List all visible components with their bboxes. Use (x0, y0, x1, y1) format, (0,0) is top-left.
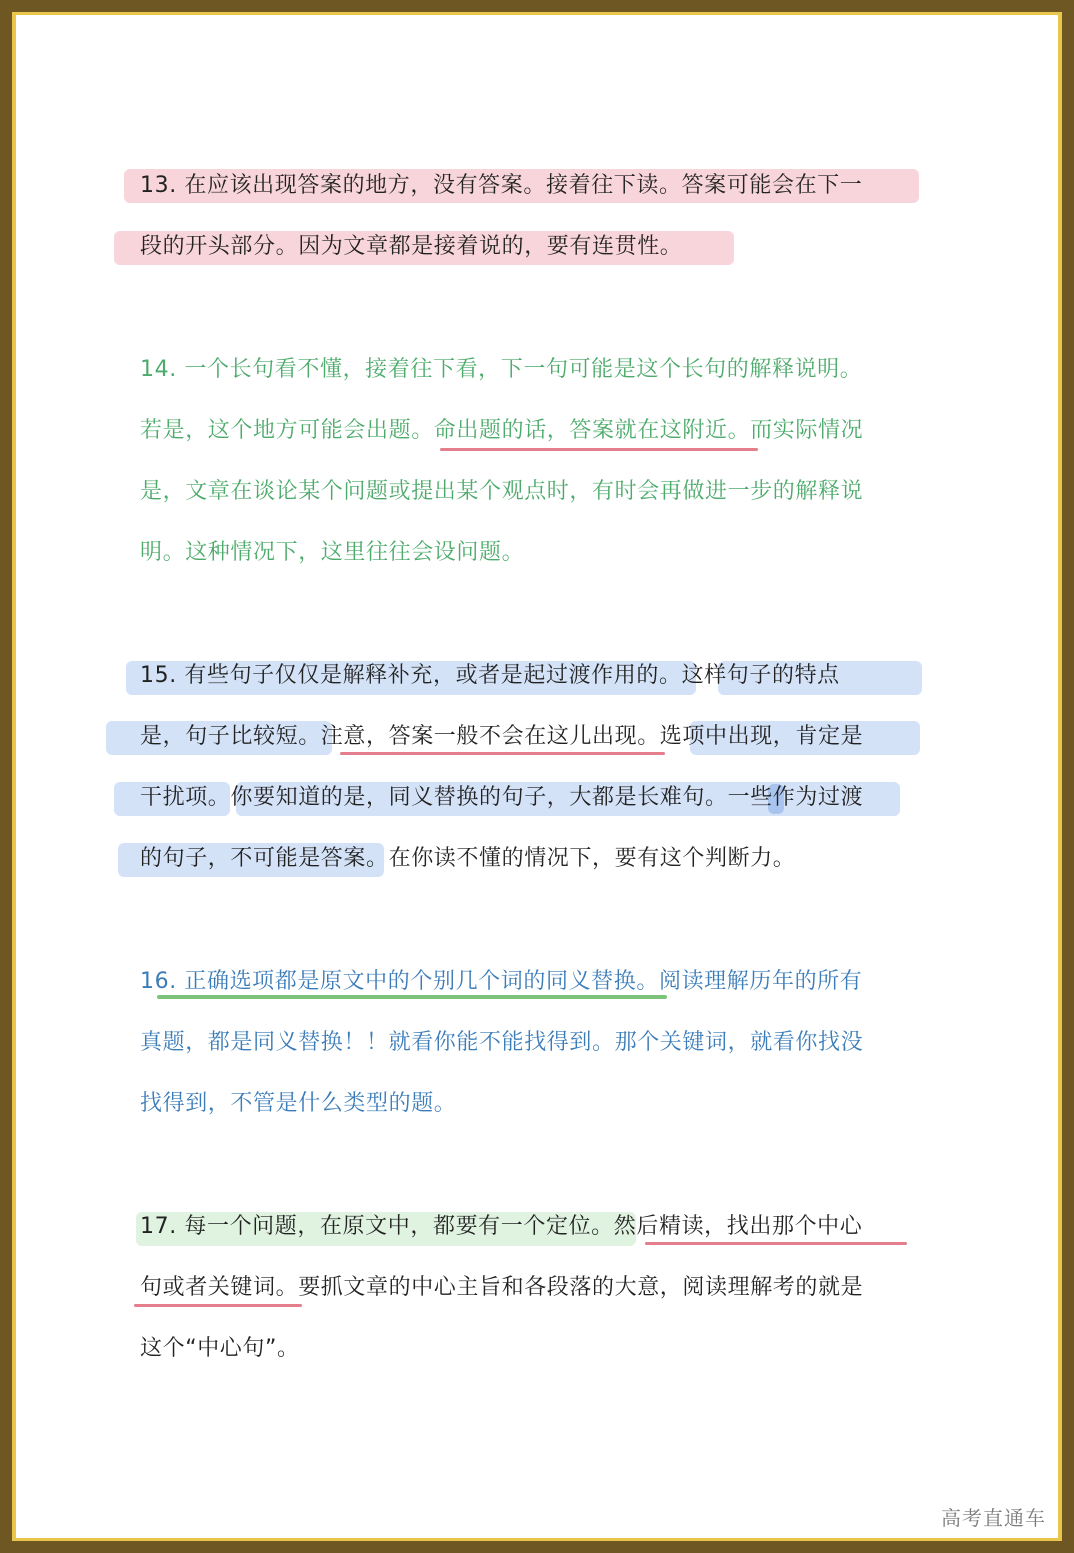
item-14-line-3: 是，文章在谈论某个问题或提出某个观点时，有时会再做进一步的解释说 (140, 479, 864, 504)
item-13-line-2: 段的开头部分。因为文章都是接着说的，要有连贯性。 (140, 234, 683, 259)
item-17-line-2: 句或者关键词。要抓文章的中心主旨和各段落的大意，阅读理解考的就是 (140, 1275, 864, 1300)
item-14-line-1: 14. 一个长句看不懂，接着往下看，下一句可能是这个长句的解释说明。 (140, 357, 863, 382)
item-15-line-2: 是，句子比较短。注意，答案一般不会在这儿出现。选项中出现，肯定是 (140, 724, 864, 749)
item-14-line-2: 若是，这个地方可能会出题。命出题的话，答案就在这附近。而实际情况 (140, 418, 864, 443)
item-15-line-3: 干扰项。你要知道的是，同义替换的句子，大都是长难句。一些作为过渡 (140, 785, 864, 810)
item-15-line-1: 15. 有些句子仅仅是解释补充，或者是起过渡作用的。这样句子的特点 (140, 663, 840, 688)
red-underline (440, 448, 758, 451)
item-13-line-1: 13. 在应该出现答案的地方，没有答案。接着往下读。答案可能会在下一 (140, 173, 863, 198)
red-underline (134, 1304, 302, 1307)
item-14-line-4: 明。这种情况下，这里往往会设问题。 (140, 540, 525, 565)
item-16-line-3: 找得到，不管是什么类型的题。 (140, 1091, 457, 1116)
item-16-line-1: 16. 正确选项都是原文中的个别几个词的同义替换。阅读理解历年的所有 (140, 969, 863, 994)
watermark: 高考直通车 (941, 1506, 1046, 1530)
item-17-line-1: 17. 每一个问题，在原文中，都要有一个定位。然后精读，找出那个中心 (140, 1214, 863, 1239)
red-underline (645, 1242, 907, 1245)
item-15-line-4: 的句子，不可能是答案。在你读不懂的情况下，要有这个判断力。 (140, 846, 796, 871)
red-underline (340, 752, 665, 755)
green-underline (157, 995, 667, 999)
item-16-line-2: 真题，都是同义替换！！就看你能不能找得到。那个关键词，就看你找没 (140, 1030, 864, 1055)
item-17-line-3: 这个“中心句”。 (140, 1336, 300, 1361)
